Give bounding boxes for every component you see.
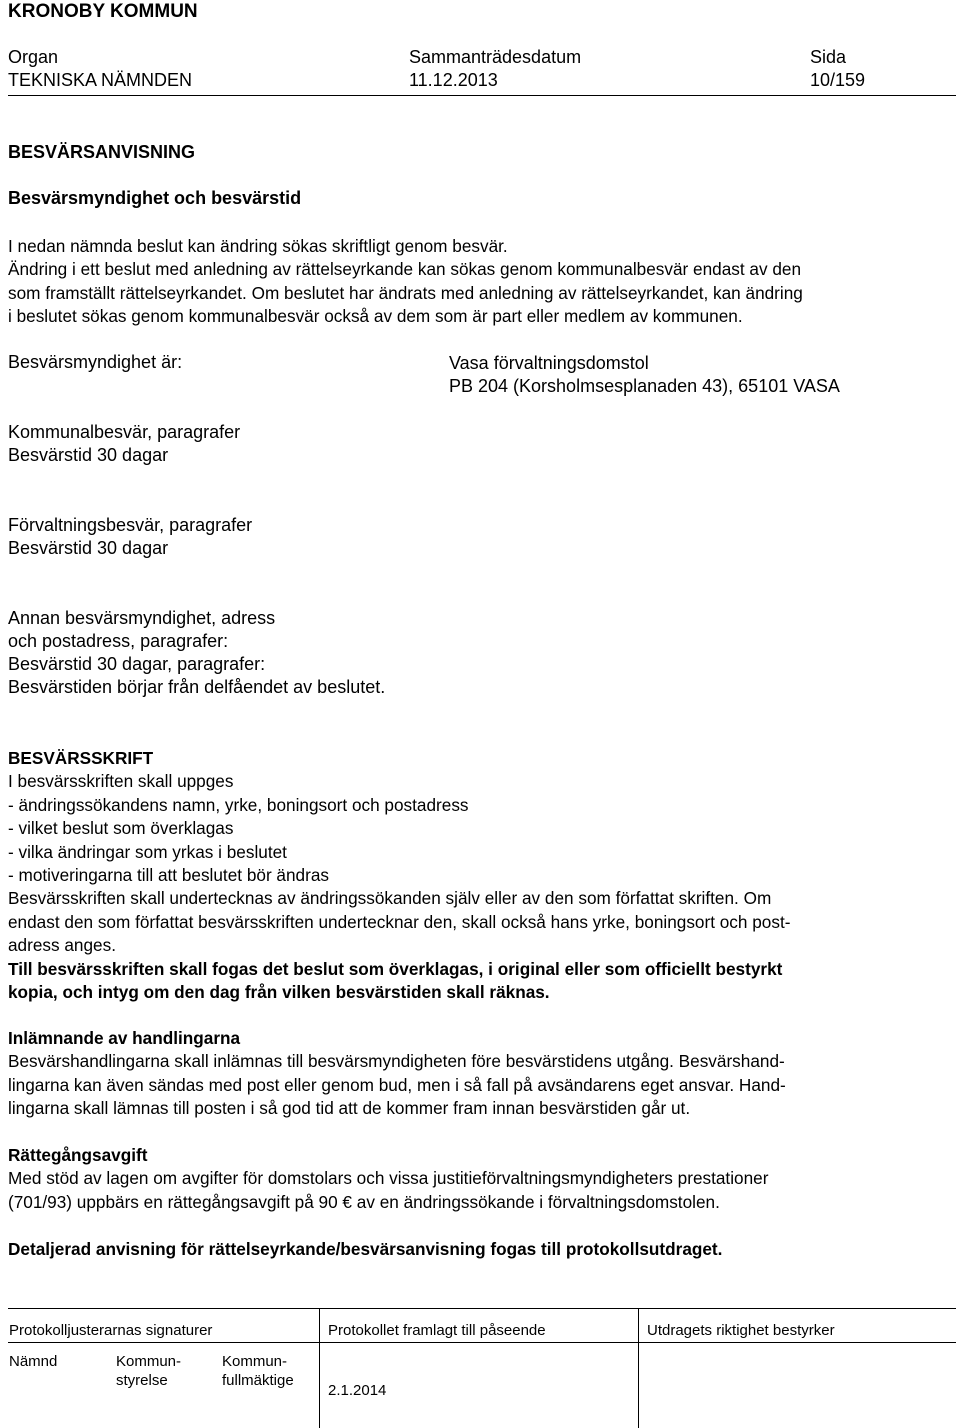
intro-line: I nedan nämnda beslut kan ändring sökas skriftligt genom besvär. — [8, 236, 508, 256]
other-authority-line: och postadress, paragrafer: — [8, 631, 229, 651]
rattegang-line: Med stöd av lagen om avgifter för domstolars och vissa justitieförvaltningsmyndigheters prestationer — [8, 1168, 769, 1189]
besvarsskrift-heading: BESVÄRSSKRIFT — [8, 748, 154, 768]
authority-name: Vasa förvaltningsdomstol — [449, 353, 649, 373]
intro-line: som framställt rättelseyrkandet. Om beslutet har ändrats med anledning av rättelseyrkandet, kan ändring — [8, 282, 803, 303]
other-authority-block — [8, 607, 928, 699]
kommunalbesvar-line: Kommunalbesvär, paragrafer — [8, 422, 241, 442]
intro-paragraph — [8, 235, 928, 329]
besvarsskrift-line: Besvärsskriften skall undertecknas av ändringssökanden själv eller av den som författat skriften. Om — [8, 888, 772, 909]
rattegang-section — [8, 1144, 928, 1214]
besvarsskrift-section — [8, 747, 928, 1004]
intro-line: i beslutet sökas genom kommunalbesvär också av dem som är part eller medlem av kommunen. — [8, 306, 743, 327]
municipality-name: KRONOBY KOMMUN — [8, 1, 198, 22]
forvaltningsbesvar-line: Förvaltningsbesvär, paragrafer — [8, 515, 253, 535]
besvarsskrift-line: - ändringssökandens namn, yrke, boningsort och postadress — [8, 794, 469, 815]
rattegang-line: (701/93) uppbärs en rättegångsavgift på 90 € av en ändringssökande i förvaltningsdomstolen. — [8, 1191, 720, 1212]
kommunstyrelse-label — [116, 1352, 181, 1390]
final-note: Detaljerad anvisning för rättelseyrkande/besvärsanvisning fogas till protokollsutdraget. — [8, 1239, 723, 1259]
namnd-label: Nämnd — [9, 1353, 58, 1370]
page-title: BESVÄRSANVISNING — [8, 142, 196, 162]
authority-address: PB 204 (Korsholmsesplanaden 43), 65101 VASA — [449, 376, 840, 396]
forvaltningsbesvar-line: Besvärstid 30 dagar — [8, 538, 169, 558]
besvarsskrift-line: - motiveringarna till att beslutet bör ändras — [8, 865, 329, 886]
signatures-label: Protokolljusterarnas signaturer — [9, 1322, 213, 1339]
footer-top-border — [8, 1308, 956, 1309]
besvarsskrift-bold-line: kopia, och intyg om den dag från vilken besvärstiden skall räknas. — [8, 982, 550, 1003]
rattegang-heading: Rättegångsavgift — [8, 1145, 148, 1165]
meeting-date-label: Sammanträdesdatum — [409, 47, 582, 67]
kommunalbesvar-line: Besvärstid 30 dagar — [8, 445, 169, 465]
kommunfullmaktige-label — [222, 1352, 294, 1390]
besvarsskrift-line: I besvärsskriften skall uppges — [8, 771, 234, 792]
footer-column-divider — [319, 1308, 320, 1428]
page-value: 10/159 — [810, 70, 866, 90]
besvarsskrift-line: endast den som författat besvärsskriften undertecknar den, skall också hans yrke, boningsort och post- — [8, 911, 791, 932]
forvaltningsbesvar-block — [8, 514, 928, 560]
other-authority-line: Annan besvärsmyndighet, adress — [8, 608, 276, 628]
other-authority-line: Besvärstid 30 dagar, paragrafer: — [8, 654, 266, 674]
authority-label: Besvärsmyndighet är: — [8, 352, 183, 372]
besvarsskrift-line: - vilket beslut som överklagas — [8, 818, 234, 839]
organ-label: Organ — [8, 47, 59, 67]
kommunstyrelse-line: Kommun- — [116, 1353, 182, 1370]
kommunalbesvar-block — [8, 421, 928, 467]
meeting-date-value: 11.12.2013 — [409, 70, 498, 90]
inlamnande-line: Besvärshandlingarna skall inlämnas till besvärsmyndigheten före besvärstidens utgång. Besvärshand- — [8, 1051, 785, 1072]
page-label: Sida — [810, 47, 847, 67]
inlamnande-section — [8, 1027, 928, 1121]
header-divider — [8, 95, 956, 96]
other-authority-line: Besvärstiden börjar från delfåendet av beslutet. — [8, 677, 386, 697]
besvarsskrift-line: adress anges. — [8, 935, 116, 956]
kommunstyrelse-line: styrelse — [116, 1372, 168, 1389]
posted-label: Protokollet framlagt till påseende — [328, 1322, 546, 1339]
posted-date: 2.1.2014 — [328, 1382, 387, 1399]
besvarsskrift-bold-line: Till besvärsskriften skall fogas det beslut som överklagas, i original eller som officiellt bestyrkt — [8, 958, 783, 979]
inlamnande-line: lingarna skall lämnas till posten i så god tid att de kommer fram innan besvärstiden går ut. — [8, 1098, 691, 1119]
kommunfullmaktige-line: fullmäktige — [222, 1372, 294, 1389]
inlamnande-heading: Inlämnande av handlingarna — [8, 1028, 241, 1048]
organ-value: TEKNISKA NÄMNDEN — [8, 70, 193, 90]
certified-label: Utdragets riktighet bestyrker — [647, 1322, 835, 1339]
footer-column-divider — [638, 1308, 639, 1428]
intro-line: Ändring i ett beslut med anledning av rättelseyrkande kan sökas genom kommunalbesvär endast av den — [8, 259, 801, 280]
besvarsskrift-line: - vilka ändringar som yrkas i beslutet — [8, 841, 287, 862]
footer-middle-border — [8, 1342, 956, 1343]
kommunfullmaktige-line: Kommun- — [222, 1353, 288, 1370]
section-subtitle: Besvärsmyndighet och besvärstid — [8, 188, 302, 208]
inlamnande-line: lingarna kan även sändas med post eller genom bud, men i så fall på avsändarens eget ansvar. Hand- — [8, 1074, 786, 1095]
